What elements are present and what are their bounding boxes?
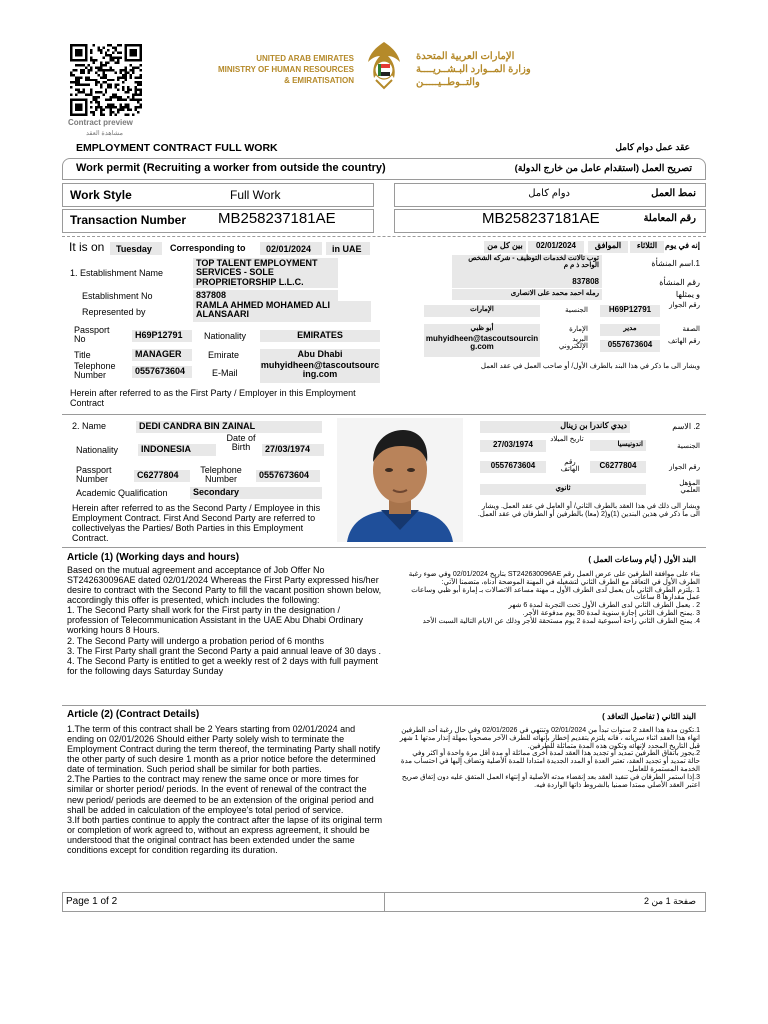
ar-est-name-value: توب تالانت لخدمات التوظيف - شركه الشخص الواحد ذ م م	[452, 255, 602, 277]
article1-title-en: Article (1) (Working days and hours)	[67, 552, 240, 563]
est-name-label: 1. Establishment Name	[70, 268, 164, 278]
ar-est-no-label: رقم المنشأة	[659, 278, 700, 287]
sp-name-value-ar: ديدي كاندرا بن زينال	[480, 421, 630, 433]
ar-emirate-label: الإمارة	[569, 326, 588, 333]
ar-phone-value: 0557673604	[600, 340, 660, 352]
ar-nationality-value: الإمارات	[424, 305, 540, 317]
day-value: Tuesday	[110, 242, 162, 255]
ar-date-value: 02/01/2024	[528, 241, 584, 253]
passport-value: H69P12791	[132, 330, 192, 342]
title-label: Title	[74, 350, 91, 360]
article1-title-ar: البند الأول ( أيام وساعات العمل )	[588, 555, 696, 564]
corresponding-label: Corresponding to	[170, 243, 246, 253]
sp-nationality-value: INDONESIA	[138, 444, 216, 456]
sp-qual-value-ar: ثانوي	[480, 484, 646, 495]
sp-passport-value: C6277804	[134, 470, 190, 482]
preview-label-en: Contract preview	[68, 118, 133, 127]
sp-passport-label-ar: رقم الجواز	[669, 464, 700, 471]
telephone-label: Telephone Number	[74, 361, 116, 381]
represented-label: Represented by	[82, 307, 146, 317]
ar-day-value: الثلاثاء	[630, 241, 664, 253]
sp-dob-label-ar: تاريخ الميلاد	[550, 436, 584, 443]
passport-label: Passport No	[74, 325, 110, 345]
transaction-label-ar: رقم المعاملة	[643, 213, 696, 224]
ar-emirate-value: أبو ظبي	[424, 324, 540, 335]
ministry-name-en: UNITED ARAB EMIRATES MINISTRY OF HUMAN RESOURCES & EMIRATISATION	[217, 54, 354, 85]
sp-phone-value-ar: 0557673604	[480, 461, 546, 473]
article2-title-ar: البند الثاني ( تفاصيل التعاقد )	[602, 712, 696, 721]
emirate-value: Abu Dhabi	[260, 349, 380, 361]
sp-name-value: DEDI CANDRA BIN ZAINAL	[136, 421, 322, 433]
ar-title-value: مدير	[600, 324, 660, 336]
qr-code	[70, 44, 142, 116]
date-value: 02/01/2024	[260, 242, 322, 255]
ar-phone-label: رقم الهاتف	[668, 338, 700, 345]
ar-passport-label: رقم الجواز	[669, 302, 700, 309]
sp-nationality-value-ar: اندونيسيا	[590, 440, 646, 451]
work-style-label-en: Work Style	[70, 188, 132, 202]
sp-dob-label: Date of Birth	[226, 433, 256, 453]
email-value: muhyidheen@tascoutsourcing.com	[260, 361, 380, 383]
sp-nationality-label: Nationality	[76, 445, 119, 455]
represented-value: RAMLA AHMED MOHAMED ALI ALANSAARI	[193, 301, 371, 322]
preview-label-ar: مشاهدة العقد	[86, 130, 123, 137]
transaction-number-ar: MB258237181AE	[482, 210, 600, 227]
transaction-number-en: MB258237181AE	[218, 210, 336, 227]
contract-title-ar: عقد عمل دوام كامل	[615, 142, 690, 152]
employee-photo	[337, 418, 463, 542]
work-style-label-ar: نمط العمل	[651, 188, 696, 199]
article2-title-en: Article (2) (Contract Details)	[67, 709, 200, 720]
ar-email-label: البريد الإلكتروني	[558, 336, 588, 351]
nationality-label: Nationality	[204, 331, 247, 341]
est-name-value: TOP TALENT EMPLOYMENT SERVICES - SOLE PROPRIETORSHIP L.L.C.	[193, 258, 338, 288]
sp-qual-label-ar: المؤهل العلمي	[679, 480, 700, 495]
ar-between-label: بين كل من	[484, 241, 526, 253]
page-number-ar: صفحة 1 من 2	[643, 896, 696, 906]
first-party-footer-ar: ويشار الى ما ذكر في هذا البند بالطرف الأول/ أو صاحب العمل في عقد العمل	[480, 363, 700, 370]
ar-rep-label: و يمثلها	[675, 290, 700, 299]
sp-phone-label-ar: رقم الهاتف	[560, 459, 580, 474]
transaction-label-en: Transaction Number	[70, 213, 187, 227]
article1-body-ar: بناء على موافقة الطرفين على عرض العمل رقم ST242630096AE بتاريخ 02/01/2024 وفي ضوء رغبة الطرف الأول في التعاقد مع الطرف الثاني لتشغيله في المهنة الموضحة أدناه، متضمنا الآتي: 1 .يلتزم الطرف الثاني بأن يعمل لدى الطرف الأول بـ مهنة مساعد الاتصالات بـ إمارة أبو ظبي وساعات عمل مقدارها 8 ساعات 2 . يعمل الطرف الثاني لدى الطرف الأول تحت التجربة لمدة 6 شهر 3 .يمنح الطرف الثاني إجازة سنوية لمدة 30 يوم مدفوعة الأجر. 4. يمنح الطرف الثاني راحة أسبوعية لمدة 2 يوم مستحقة للأجر وذلك عن الايام التالية السبت الأحد	[408, 571, 700, 625]
est-no-label: Establishment No	[82, 291, 153, 301]
est-no-value: 837808	[193, 290, 338, 302]
title-value: MANAGER	[132, 349, 192, 361]
permit-title-ar: تصريح العمل (استقدام عامل من خارج الدولة)	[514, 163, 692, 174]
ar-passport-value: H69P12791	[600, 305, 660, 317]
ar-intro-label: إنه في يوم	[665, 241, 700, 250]
ar-est-no-value: 837808	[452, 277, 602, 288]
in-uae-label: in UAE	[326, 242, 370, 255]
first-party-footer-en: Herein after referred to as the First Party / Employer in this Employment Contract	[70, 388, 356, 409]
ar-nationality-label: الجنسية	[565, 307, 588, 314]
permit-title-en: Work permit (Recruiting a worker from outside the country)	[76, 162, 386, 174]
ar-rep-value: رمله احمد محمد علی الانصاری	[452, 289, 602, 300]
article2-body-ar: 1.تكون مدة هذا العقد 2 سنوات تبدأ من 02/01/2024 وتنتهي في 02/01/2026 وفي حال رغبة أحد الطرفين انهاء هذا العقد اثناء سريانه ، فانه يلتزم بتقديم إخطار بإنهائه للطرف الآخر مصحوبا بمهلة إنذار مدتها 1 شهر قبل التاريخ المحدد لإنهائه وتكون هذه المدة متماثلة للطرفين. 2.يجوز باتفاق الطرفين تمديد أو تجديد هذا العقد لمدة أخرى مماثلة أو مدة أقل مرة واحدة أو اكثر وفي حالة تمديد أو تجديد العقد، تعتبر العدة أو المدد الجديدة امتدادا للمدة الأصلية وتضاف إليها في احتساب مدة الخدمة المستمرة للعامل. 3.إذا استمر الطرفان في تنفيذ العقد بعد إنقضاء مدته الأصلية أو إنتهاء العمل المتفق عليه دون إتفاق صريح اعتبر العقد الأصلي ممتدا ضمنيا بالشروط ذاتها الواردة فيه.	[399, 727, 700, 789]
ar-email-value: muhyidheen@tascoutsourcing.com	[424, 335, 540, 357]
sp-telephone-label: Telephone Number	[200, 465, 242, 485]
sp-dob-value-ar: 27/03/1974	[480, 440, 546, 452]
sp-footer-en: Herein after referred to as the Second Party / Employee in this Employment Contract. First And Second Party are referred to collectivelyas the Parties/ Both Parties in this Employment Contract.	[72, 503, 321, 544]
footer-divider	[384, 892, 385, 912]
sp-telephone-value: 0557673604	[256, 470, 320, 482]
email-label: E-Mail	[212, 368, 238, 378]
ministry-name-ar: الإمارات العربية المتحدة وزارة المــوارد البـشــريــــة والتــوطــيـــــن	[416, 51, 531, 88]
nationality-value: EMIRATES	[260, 330, 380, 342]
work-style-value-en: Full Work	[230, 188, 281, 202]
article1-body-en: Based on the mutual agreement and acceptance of Job Offer No ST242630096AE dated 02/01/2024 Whereas the First Party expressed his/her desire to contract with the Second Party to fill the vacant position shown below, accordingly this offer is presented, which includes the following: 1. The Second Party shall work for the First party in the designation / profession of Telecommunication Assistant in the UAE Abu Dhabi Ordinary working hours 8 Hours. 2. The Second Party will undergo a probation period of 6 months 3. The First Party shall grant the Second Party a paid annual leave of 30 days . 4. The Second Party is entitled to get a weekly rest of 2 days with full payment for the following days Saturday Sunday	[67, 565, 382, 676]
sp-qual-label: Academic Qualification	[76, 488, 168, 498]
sp-passport-label: Passport Number	[76, 465, 112, 485]
telephone-value: 0557673604	[132, 366, 192, 378]
sp-qual-value: Secondary	[190, 487, 322, 499]
emirate-label: Emirate	[208, 350, 240, 360]
article2-body-en: 1.The term of this contract shall be 2 Years starting from 02/01/2024 and ending on 02/01/2026 Should either Party solely wish to terminate the Employment Contract during the term thereof, the terminating Party shall notify the other party of such desire 1 month as a prior notice before the determined date of termination. Such period shall be similar for both parties. 2.The Parties to the contract may renew the same once or more times for similar or shorter period/ periods. In the event of renewal of the contract the new period/ periods are deemed to be an extension of the original period and shall be added in calculation of the employee's total period of service. 3.If both parties continue to apply the contract after the lapse of its original term or completion of work agreed to, without an express agreement, it should be understood that the original contract has been extended under the same conditions except for condition regarding its duration.	[67, 724, 383, 855]
ar-title-label: الصفة	[682, 326, 700, 333]
contract-title-en: EMPLOYMENT CONTRACT FULL WORK	[76, 142, 278, 154]
sp-footer-ar: ويشار الى ذلك في هذا العقد بالطرف الثاني/ أو العامل في عقد العمل. ويشار الى ما ذكر في هذين البندين (1)و(2 (معا) بالطرفين أو الطرفان في عقد العمل.	[477, 503, 700, 518]
it-is-on-label: It is on	[69, 240, 105, 254]
work-style-value-ar: دوام كامل	[528, 188, 570, 199]
uae-emblem-icon	[362, 40, 406, 92]
page-number-en: Page 1 of 2	[66, 896, 118, 907]
sp-dob-value: 27/03/1974	[262, 444, 324, 456]
sp-passport-value-ar: C6277804	[590, 461, 646, 473]
sp-name-label: 2. Name	[72, 421, 107, 431]
sp-name-label-ar: 2. الاسم	[672, 422, 700, 431]
ar-est-name-label: 1.اسم المنشأة	[651, 259, 700, 268]
ar-corresponding-label: الموافق	[588, 241, 628, 253]
sp-nationality-label-ar: الجنسية	[677, 443, 700, 450]
